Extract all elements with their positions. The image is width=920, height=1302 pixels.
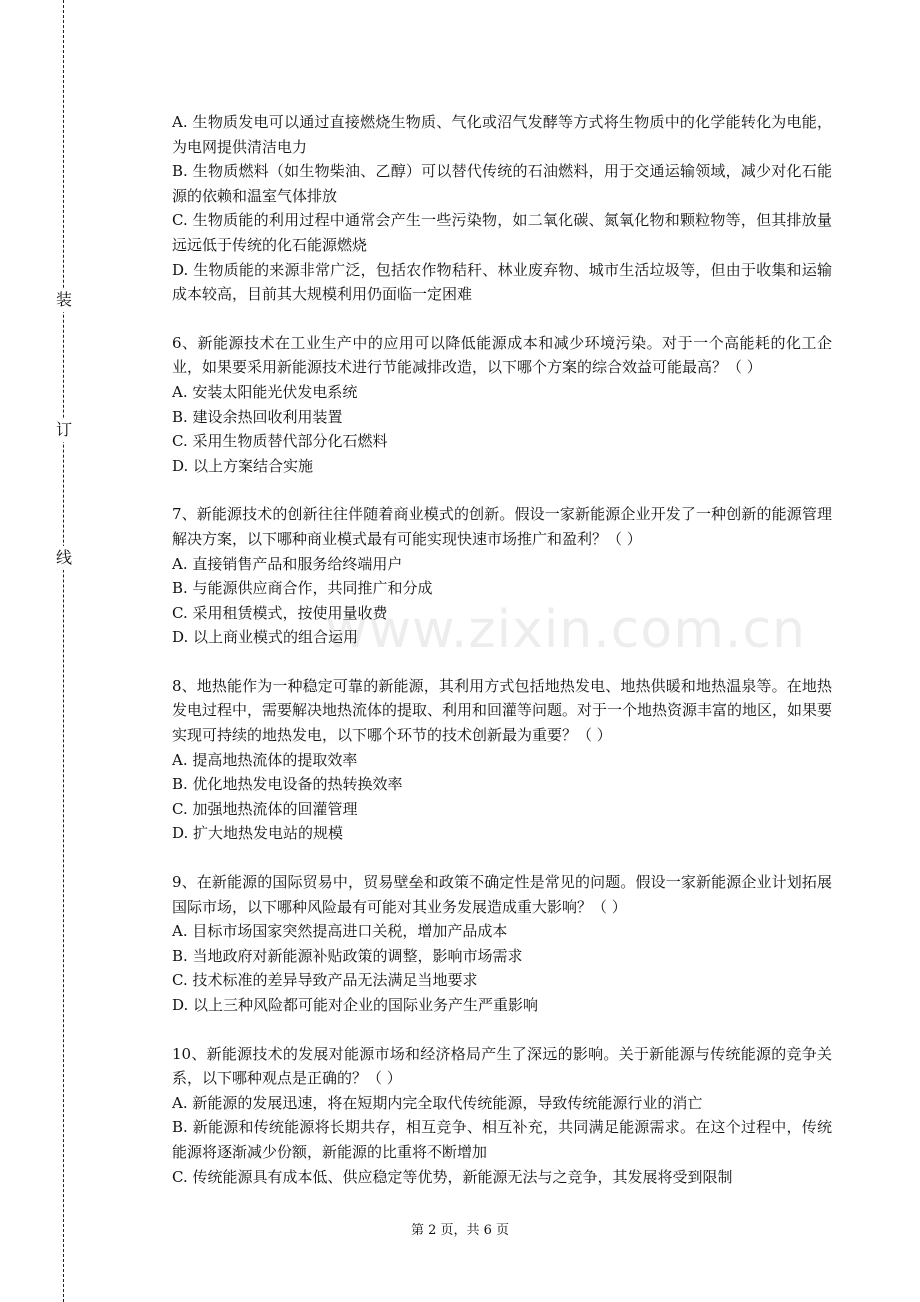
q5-option-b: B. 生物质燃料（如生物柴油、乙醇）可以替代传统的石油燃料，用于交通运输领域，减少对化石能源的依赖和温室气体排放 [172,162,832,205]
q10-option-c: C. 传统能源具有成本低、供应稳定等优势，新能源无法与之竞争，其发展将受到限制 [172,1167,733,1186]
question-5-options [172,110,832,307]
q7-option-b: B. 与能源供应商合作，共同推广和分成 [172,579,433,598]
watermark: www.zixin.com.cn [325,600,806,660]
binding-char-ding: 订 [52,418,76,442]
q9-option-a: A. 目标市场国家突然提高进口关税，增加产品成本 [172,922,508,941]
q5-option-d: D. 生物质能的来源非常广泛，包括农作物秸秆、林业废弃物、城市生活垃圾等，但由于收集和运输成本较高，目前其大规模利用仍面临一定困难 [172,260,832,304]
q7-option-d: D. 以上商业模式的组合运用 [172,628,359,647]
question-7 [172,502,832,650]
q6-option-b: B. 建设余热回收利用装置 [172,407,343,426]
q10-stem: 10、新能源技术的发展对能源市场和经济格局产生了深远的影响。关于新能源与传统能源的竞争关系，以下哪种观点是正确的？（ ） [172,1044,832,1088]
question-8 [172,674,832,846]
q8-option-d: D. 扩大地热发电站的规模 [172,824,344,843]
q7-stem: 7、新能源技术的创新往往伴随着商业模式的创新。假设一家新能源企业开发了一种创新的能源管理解决方案，以下哪种商业模式最有可能实现快速市场推广和盈利？（ ） [172,505,832,548]
q7-option-a: A. 直接销售产品和服务给终端用户 [172,554,403,573]
q6-option-c: C. 采用生物质替代部分化石燃料 [172,432,388,451]
q9-option-d: D. 以上三种风险都可能对企业的国际业务产生严重影响 [172,996,539,1014]
q8-option-c: C. 加强地热流体的回灌管理 [172,799,358,818]
question-10 [172,1042,832,1190]
q6-stem: 6、新能源技术在工业生产中的应用可以降低能源成本和减少环境污染。对于一个高能耗的化工企业，如果要采用新能源技术进行节能减排改造，以下哪个方案的综合效益可能最高？（ ） [172,333,832,377]
q9-stem: 9、在新能源的国际贸易中，贸易壁垒和政策不确定性是常见的问题。假设一家新能源企业计划拓展国际市场，以下哪种风险最有可能对其业务发展造成重大影响？（ ） [172,873,832,916]
q7-option-c: C. 采用租赁模式，按使用量收费 [172,603,388,622]
binding-char-zhuang: 装 [52,288,76,312]
q9-option-c: C. 技术标准的差异导致产品无法满足当地要求 [172,971,478,990]
binding-char-xian: 线 [52,546,76,570]
q10-option-a: A. 新能源的发展迅速，将在短期内完全取代传统能源，导致传统能源行业的消亡 [172,1093,703,1112]
page-footer: 第 2 页，共 6 页 [410,1223,510,1238]
question-9 [172,870,832,1018]
binding-dashed-line [63,0,64,1302]
q8-option-a: A. 提高地热流体的提取效率 [172,750,358,769]
q6-option-a: A. 安装太阳能光伏发电系统 [172,382,358,401]
question-6 [172,331,832,479]
q8-option-b: B. 优化地热发电设备的热转换效率 [172,775,403,794]
q5-option-a: A. 生物质发电可以通过直接燃烧生物质、气化或沼气发酵等方式将生物质中的化学能转化为电能，为电网提供清洁电力 [172,113,832,156]
q9-option-b: B. 当地政府对新能源补贴政策的调整，影响市场需求 [172,946,523,965]
q5-option-c: C. 生物质能的利用过程中通常会产生一些污染物，如二氧化碳、氮氧化物和颗粒物等，但其排放量远远低于传统的化石能源燃烧 [172,211,832,254]
q10-option-b: B. 新能源和传统能源将长期共存，相互竞争、相互补充，共同满足能源需求。在这个过程中，传统能源将逐渐减少份额，新能源的比重将不断增加 [172,1118,832,1161]
q6-option-d: D. 以上方案结合实施 [172,456,314,475]
page-content [172,110,832,1213]
q8-stem: 8、地热能作为一种稳定可靠的新能源，其利用方式包括地热发电、地热供暖和地热温泉等。在地热发电过程中，需要解决地热流体的提取、利用和回灌等问题。对于一个地热资源丰富的地区，如果要实现可持续的地热发电，以下哪个环节的技术创新最为重要？（ ） [172,676,833,745]
